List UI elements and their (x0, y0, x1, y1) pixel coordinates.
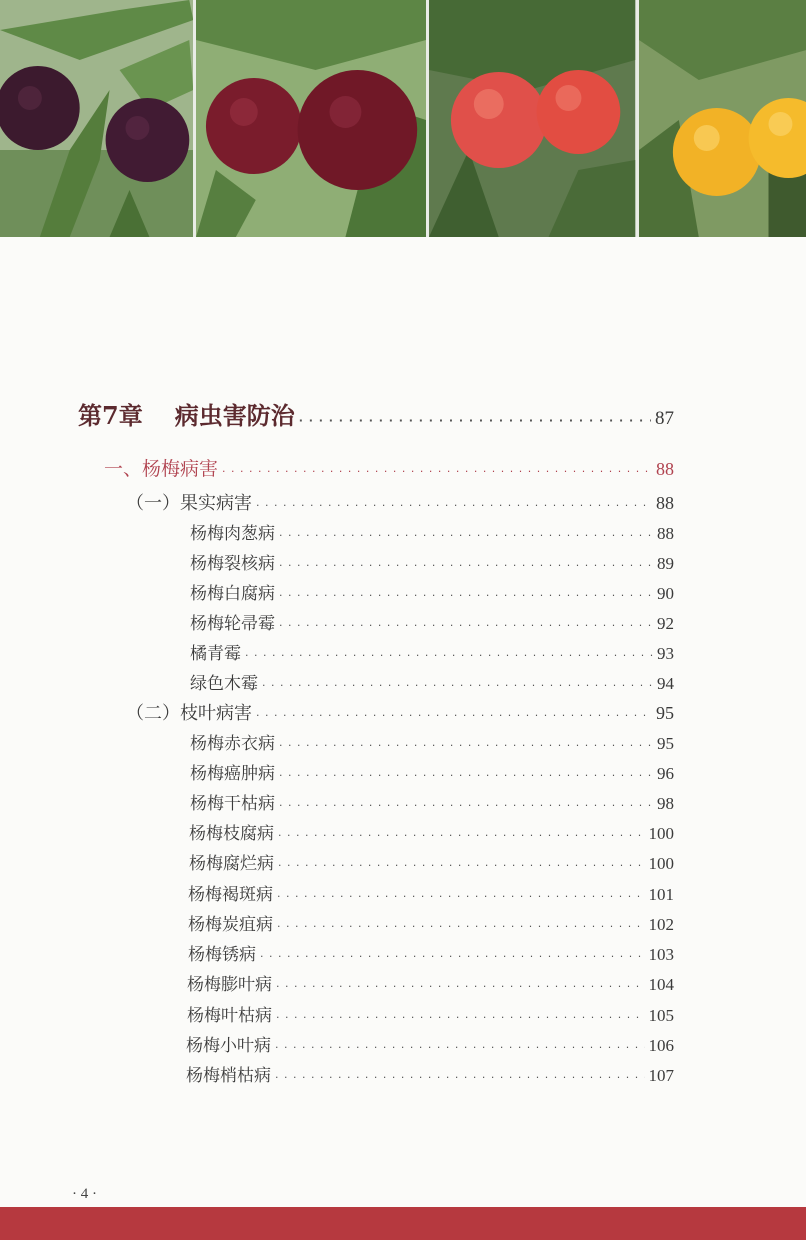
toc-entry[interactable] (187, 970, 674, 998)
dot-leader (279, 559, 653, 572)
toc-entry[interactable] (190, 579, 674, 607)
dot-leader (279, 769, 653, 782)
toc-entry[interactable] (188, 940, 674, 968)
section-bayberry-diseases[interactable] (104, 454, 674, 482)
dot-leader (276, 980, 645, 993)
entry-page-number: 102 (648, 915, 674, 934)
entry-title: 杨梅梢枯病 (186, 1066, 271, 1086)
entry-title: 杨梅叶枯病 (187, 1006, 272, 1026)
chapter-7-entry[interactable] (78, 396, 674, 432)
entry-page-number: 92 (657, 614, 674, 633)
toc-entry[interactable] (190, 729, 674, 757)
dot-leader (256, 499, 652, 512)
dot-leader (245, 649, 653, 662)
entry-title: 杨梅腐烂病 (189, 854, 274, 874)
entry-title: 杨梅膨叶病 (187, 975, 272, 995)
subsection-title: （一）果实病害 (126, 493, 252, 514)
chapter-number: 第7章 (78, 401, 143, 430)
dot-leader (222, 465, 652, 478)
toc-entry[interactable] (190, 789, 674, 817)
subsection-page-number: 88 (656, 493, 674, 513)
dot-leader (277, 890, 645, 903)
subsection-title: （二）枝叶病害 (126, 703, 252, 724)
entry-page-number: 101 (648, 885, 674, 904)
entry-title: 杨梅癌肿病 (190, 764, 275, 784)
toc-entry[interactable] (189, 819, 674, 847)
entry-page-number: 103 (648, 945, 674, 964)
entry-title: 杨梅肉葱病 (190, 524, 275, 544)
entry-page-number: 107 (648, 1066, 674, 1085)
chapter-heading (78, 396, 295, 431)
toc-entry[interactable] (189, 849, 674, 877)
subsection-fruit-diseases[interactable] (126, 489, 674, 517)
subsection-branch-leaf-diseases[interactable] (126, 699, 674, 727)
toc-entry[interactable] (190, 669, 674, 697)
entry-title: 杨梅锈病 (188, 945, 256, 965)
toc-entry[interactable] (186, 1061, 674, 1089)
toc-entry[interactable] (187, 1001, 674, 1029)
entry-title: 橘青霉 (190, 644, 241, 664)
page-number: · 4 · (72, 1186, 97, 1202)
dot-leader (279, 799, 653, 812)
entry-page-number: 90 (657, 584, 674, 603)
entry-page-number: 104 (648, 975, 674, 994)
entry-title: 杨梅炭疽病 (188, 915, 273, 935)
entry-page-number: 96 (657, 764, 674, 783)
bottom-color-bar (0, 1207, 806, 1240)
entry-title: 杨梅小叶病 (186, 1036, 271, 1056)
entry-page-number: 93 (657, 644, 674, 663)
entry-page-number: 105 (648, 1006, 674, 1025)
entry-title: 杨梅轮帚霉 (190, 614, 275, 634)
dot-leader (279, 589, 653, 602)
chapter-page-number: 87 (655, 408, 674, 429)
entry-page-number: 106 (648, 1036, 674, 1055)
dot-leader (279, 529, 653, 542)
entry-title: 杨梅白腐病 (190, 584, 275, 604)
toc-entry[interactable] (188, 880, 674, 908)
subsection-page-number: 95 (656, 703, 674, 723)
entry-page-number: 95 (657, 734, 674, 753)
section-title: 一、杨梅病害 (104, 458, 219, 480)
dot-leader (260, 950, 645, 963)
entry-title: 杨梅赤衣病 (190, 734, 275, 754)
toc-entry[interactable] (190, 609, 674, 637)
dot-leader (262, 679, 653, 692)
toc-entry[interactable] (190, 519, 674, 547)
toc-entry[interactable] (190, 639, 674, 667)
entry-title: 杨梅枝腐病 (189, 824, 274, 844)
entry-page-number: 88 (657, 524, 674, 543)
dot-leader (256, 709, 652, 722)
entry-page-number: 94 (657, 674, 674, 693)
toc-entry[interactable] (190, 759, 674, 787)
entry-title: 杨梅裂核病 (190, 554, 275, 574)
entry-page-number: 100 (648, 854, 674, 873)
dot-leader (278, 829, 645, 842)
toc-entry[interactable] (190, 549, 674, 577)
entry-page-number: 100 (648, 824, 674, 843)
entry-title: 绿色木霉 (190, 674, 258, 694)
entry-page-number: 98 (657, 794, 674, 813)
dot-leader (278, 859, 645, 872)
dot-leader (277, 920, 645, 933)
dot-leader (299, 414, 651, 427)
chapter-title: 病虫害防治 (174, 401, 295, 430)
entry-title: 杨梅干枯病 (190, 794, 275, 814)
section-page-number: 88 (656, 459, 674, 479)
dot-leader (279, 739, 653, 752)
dot-leader (279, 619, 653, 632)
entry-page-number: 89 (657, 554, 674, 573)
dot-leader (276, 1011, 645, 1024)
dot-leader (275, 1041, 645, 1054)
dot-leader (275, 1071, 645, 1084)
entry-title: 杨梅褐斑病 (188, 885, 273, 905)
toc-entry[interactable] (186, 1031, 674, 1059)
toc-entry[interactable] (188, 910, 674, 938)
